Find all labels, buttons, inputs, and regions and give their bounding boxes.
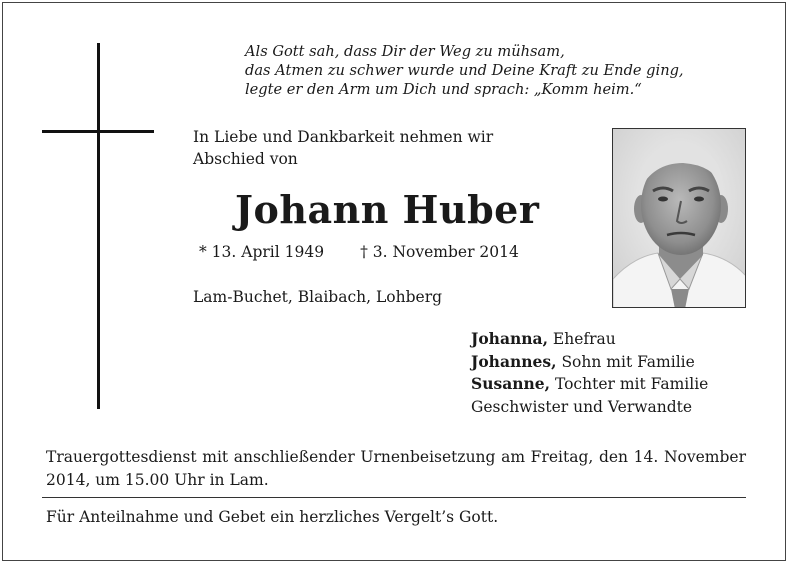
intro-text [193, 126, 493, 170]
portrait-image [613, 129, 746, 308]
mourner-relation: Tochter mit Familie [550, 375, 709, 393]
mourner-row [471, 396, 708, 419]
mourner-name: Johanna, [471, 329, 548, 348]
service-announcement: Trauergottesdienst mit anschließender Urnenbeisetzung am Freitag, den 14. November 2014, um 15.00 Uhr in Lam. [46, 448, 746, 489]
verse-line: das Atmen zu schwer wurde und Deine Kraft zu Ende ging, [245, 62, 684, 79]
places: Lam-Buchet, Blaibach, Lohberg [193, 288, 443, 306]
cross-icon-horizontal [42, 130, 154, 133]
intro-line: Abschied von [193, 150, 298, 168]
mourner-name: Johannes, [471, 351, 557, 371]
thanks-text: Für Anteilnahme und Gebet ein herzliches Vergelt’s Gott. [46, 508, 499, 526]
cross-icon-vertical [97, 43, 100, 409]
divider [42, 497, 746, 498]
birth-date: * 13. April 1949 [199, 243, 325, 261]
portrait-photo [612, 128, 746, 308]
mourner-row [471, 351, 708, 374]
intro-line: In Liebe und Dankbarkeit nehmen wir [193, 128, 494, 146]
life-dates [199, 241, 519, 263]
mourner-relation: Geschwister und Verwandte [471, 397, 693, 416]
mourner-relation: Sohn mit Familie [556, 352, 695, 371]
deceased-name: Johann Huber [235, 187, 540, 232]
mourner-row [471, 328, 708, 351]
memorial-verse [245, 42, 684, 99]
mourner-row [471, 373, 708, 396]
mourner-relation: Ehefrau [547, 330, 616, 348]
death-date: † 3. November 2014 [360, 243, 519, 261]
mourners-list [471, 328, 708, 418]
mourner-name: Susanne, [471, 374, 551, 393]
verse-line: legte er den Arm um Dich und sprach: „Komm heim.“ [245, 81, 642, 98]
verse-line: Als Gott sah, dass Dir der Weg zu mühsam, [245, 43, 565, 60]
